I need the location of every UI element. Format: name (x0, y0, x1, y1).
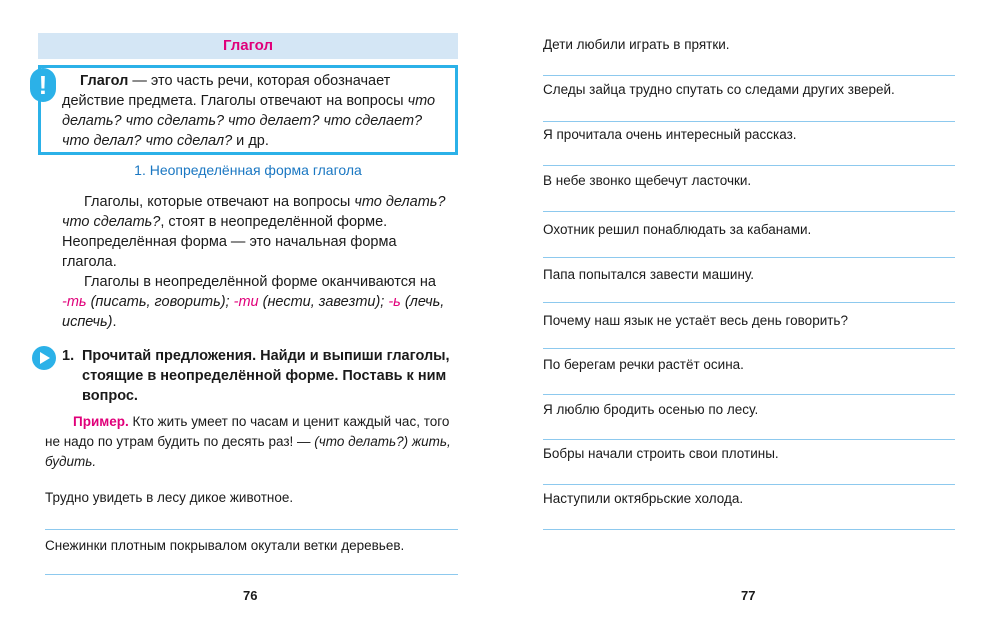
definition-text: Глагол — это часть речи, которая обозначает действие предмета. Глаголы отвечают на вопросы что делать? что сделать? что делает? что сделает? что делал? что сделал? и др. (62, 73, 436, 149)
page-number-right: 77 (741, 588, 756, 603)
sentence-right-5: Охотник решил понаблюдать за кабанами. (543, 222, 812, 237)
right-page (500, 0, 1000, 633)
exclamation-icon: ! (30, 68, 56, 102)
subsection-title: 1. Неопределённая форма глагола (134, 162, 362, 178)
sentence-right-6: Папа попытался завести машину. (543, 267, 755, 282)
example-label: Пример. (73, 414, 129, 429)
answer-line[interactable] (543, 302, 955, 303)
answer-line[interactable] (543, 529, 955, 530)
sentence-right-7: Почему наш язык не устаёт весь день говорить? (543, 313, 848, 328)
sentence-right-1: Дети любили играть в прятки. (543, 37, 730, 52)
sentence-right-9: Я люблю бродить осенью по лесу. (543, 402, 759, 417)
task-play-icon (32, 346, 56, 370)
task-text: Прочитай предложения. Найди и выпиши глаголы, стоящие в неопределённой форме. Поставь к ним вопрос. (82, 348, 450, 404)
answer-line[interactable] (45, 574, 458, 575)
example-answer: (что делать?) жить, будить. (45, 434, 451, 469)
answer-line[interactable] (543, 165, 955, 166)
sentence-right-10: Бобры начали строить свои плотины. (543, 446, 779, 461)
example-block: Пример. Кто жить умеет по часам и ценит каждый час, того не надо по утрам будить по десять раз! — (что делать?) жить, будить. (45, 414, 451, 469)
sentence-right-2: Следы зайца трудно спутать со следами других зверей. (543, 82, 895, 97)
section-title: Глагол (38, 33, 458, 59)
definition-term: Глагол (80, 73, 129, 89)
sentence-right-11: Наступили октябрьские холода. (543, 491, 744, 506)
answer-line[interactable] (45, 529, 458, 530)
definition-questions: что делать? что сделать? что делает? что сделает? что делал? что сделал? (62, 93, 436, 149)
answer-line[interactable] (543, 484, 955, 485)
sentence-right-4: В небе звонко щебечут ласточки. (543, 173, 752, 188)
task-instruction (62, 346, 458, 406)
sentence-right-8: По берегам речки растёт осина. (543, 357, 744, 372)
answer-line[interactable] (543, 439, 955, 440)
ending-ts: -ть (62, 294, 87, 310)
answer-line[interactable] (543, 394, 955, 395)
answer-line[interactable] (543, 348, 955, 349)
ending-ti: -ти (233, 294, 259, 310)
sentence-left-1: Трудно увидеть в лесу дикое животное. (45, 490, 294, 505)
answer-line[interactable] (543, 257, 955, 258)
sentence-left-2: Снежинки плотным покрывалом окутали ветки деревьев. (45, 538, 405, 553)
sentence-right-3: Я прочитала очень интересный рассказ. (543, 127, 797, 142)
ending-soft: -ь (388, 294, 401, 310)
answer-line[interactable] (543, 121, 955, 122)
rule-text: Глаголы, которые отвечают на вопросы что делать? что сделать?, стоят в неопределённой форме. Неопределённая форма — это начальная форма глагола. Глаголы в неопределённой форме оканчиваются на -ть (писать, говорить); -ти (нести, завезти); -ь (лечь, испечь). (62, 194, 446, 330)
task-number: 1. (62, 348, 75, 364)
page-number-left: 76 (243, 588, 258, 603)
answer-line[interactable] (543, 211, 955, 212)
answer-line[interactable] (543, 75, 955, 76)
